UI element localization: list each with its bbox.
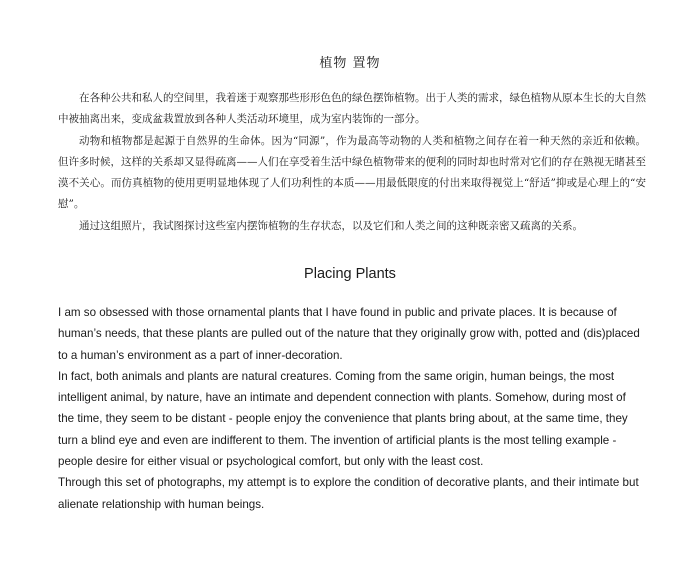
chinese-paragraph-2: 动物和植物都是起源于自然界的生命体。因为“同源”，作为最高等动物的人类和植物之间存在着一种天然的亲近和依赖。但许多时候，这样的关系却又显得疏离——人们在享受着生活中绿色植物带来的便利的同时却也时常对它们的存在熟视无睹甚至漠不关心。而仿真植物的使用更明显地体现了人们功利性的本质——用最低限度的付出来取得视觉上“舒适”抑或是心理上的“安慰”。 — [58, 134, 646, 211]
chinese-title: 植物 置物 — [319, 56, 381, 71]
chinese-paragraph-1: 在各种公共和私人的空间里，我着迷于观察那些形形色色的绿色摆饰植物。出于人类的需求，绿色植物从原本生长的大自然中被抽离出来，变成盆栽置放到各种人类活动环境里，成为室内装饰的一部分。 — [58, 92, 646, 126]
english-body — [58, 302, 641, 515]
chinese-paragraph-3: 通过这组照片，我试图探讨这些室内摆饰植物的生存状态，以及它们和人类之间的这种既亲密又疏离的关系。 — [79, 219, 583, 232]
english-title: Placing Plants — [304, 266, 396, 282]
english-paragraph-2: In fact, both animals and plants are natural creatures. Coming from the same origin, human beings, the most intelligent animal, by nature, have an intimate and dependent connection with plants. Somehow, during most of the time, they seem to be distant - people enjoy the convenience that plants bring about, at the same time, they turn a blind eye and even are indifferent to them. The invention of artificial plants is the most telling example - people desire for either visual or psychological comfort, but only with the least cost. — [58, 369, 628, 469]
english-paragraph-1: I am so obsessed with those ornamental plants that I have found in public and private places. It is because of human’s needs, that these plants are pulled out of the nature that they originally grow with, potted and (dis)placed to a human’s environment as a part of inner-decoration. — [58, 306, 640, 362]
chinese-body — [58, 88, 646, 237]
english-paragraph-3: Through this set of photographs, my attempt is to explore the condition of decorative plants, and their intimate but alienate relationship with human beings. — [58, 476, 639, 511]
